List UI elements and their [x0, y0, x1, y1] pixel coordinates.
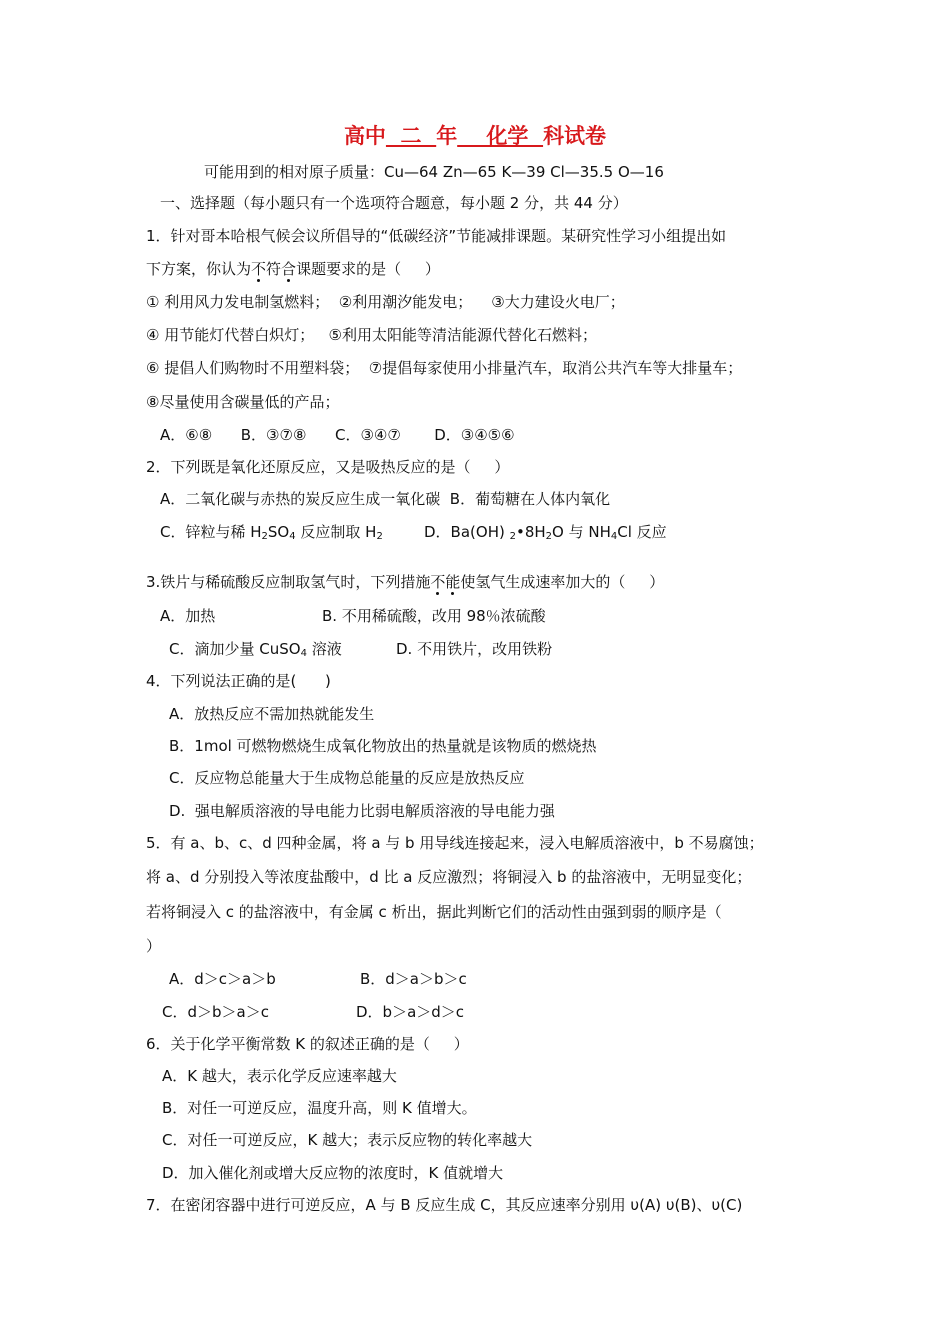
q1-item-line: ⑧尽量使用含碳量低的产品； — [146, 393, 340, 411]
q2-options-ab: A．二氧化碳与赤热的炭反应生成一氧化碳 B．葡萄糖在人体内氧化 — [160, 490, 611, 508]
q4-option-b: B．1mol 可燃物燃烧生成氧化物放出的热量就是该物质的燃烧热 — [169, 737, 597, 755]
q4-option-a: A．放热反应不需加热就能发生 — [169, 705, 375, 723]
q6-option-b: B．对任一可逆反应，温度升高，则 K 值增大。 — [162, 1099, 477, 1117]
emphasis-dot: 不 — [430, 573, 446, 591]
q1-stem-cont: 下方案，你认为不符合课题要求的是（ ） — [146, 260, 440, 278]
title-part: 年 — [436, 124, 458, 148]
emphasis-dot: 合 — [281, 260, 297, 278]
q1-stem: 1．针对哥本哈根气候会议所倡导的“低碳经济”节能减排课题。某研究性学习小组提出如 — [146, 227, 727, 245]
title-subject: 化学 — [457, 124, 544, 148]
q3-option-c: C．滴加少量 CuSO$_4$ 溶液 — [169, 640, 342, 659]
q1-options: A．⑥⑧ B．③⑦⑧ C．③④⑦ D．③④⑤⑥ — [160, 426, 515, 444]
q1-item-line: ⑥ 提倡人们购物时不用塑料袋； ⑦提倡每家使用小排量汽车，取消公共汽车等大排量车； — [146, 359, 743, 377]
emphasis-dot: 不 — [251, 260, 267, 278]
q5-stem-line: 将 a、d 分别投入等浓度盐酸中，d 比 a 反应激烈；将铜浸入 b 的盐溶液中，无明显变化； — [146, 868, 752, 886]
q4-option-c: C．反应物总能量大于生成物总能量的反应是放热反应 — [169, 769, 525, 787]
q3-option-a: A．加热 — [160, 607, 216, 625]
q2-option-c: C．锌粒与稀 $H_2SO_4$ 反应制取 $H_2$ — [160, 523, 383, 542]
title-grade: 二 — [385, 124, 437, 148]
q2-stem: 2．下列既是氧化还原反应，又是吸热反应的是（ ） — [146, 458, 510, 476]
q2-option-d: D．Ba(OH) $_2•8H_2O$ 与 $NH_4Cl$ 反应 — [424, 523, 667, 542]
q5-option-c: C．d＞b＞a＞c — [162, 1003, 269, 1021]
q5-stem-line: 若将铜浸入 c 的盐溶液中，有金属 c 析出，据此判断它们的活动性由强到弱的顺序是（ — [146, 903, 722, 921]
q3-option-d: D. 不用铁片，改用铁粉 — [396, 640, 553, 658]
q1-item-line: ① 利用风力发电制氢燃料； ②利用潮汐能发电； ③大力建设火电厂； — [146, 293, 625, 311]
q7-stem: 7．在密闭容器中进行可逆反应，A 与 B 反应生成 C，其反应速率分别用 υ(A) υ(B)、υ(C) — [146, 1196, 743, 1214]
q6-stem: 6．关于化学平衡常数 K 的叙述正确的是（ ） — [146, 1035, 469, 1053]
q4-stem: 4．下列说法正确的是( ) — [146, 672, 331, 690]
q5-stem-line: 5．有 a、b、c、d 四种金属，将 a 与 b 用导线连接起来，浸入电解质溶液中，b 不易腐蚀； — [146, 834, 764, 852]
title-part: 科试卷 — [543, 124, 607, 148]
title-part: 高中 — [343, 124, 386, 148]
q5-option-a: A．d＞c＞a＞b — [169, 970, 276, 988]
q6-option-d: D．加入催化剂或增大反应物的浓度时，K 值就增大 — [162, 1164, 504, 1182]
page-title — [0, 122, 950, 150]
q3-stem: 3.铁片与稀硫酸反应制取氢气时，下列措施不能使氢气生成速率加大的（ ） — [146, 573, 665, 591]
q5-option-d: D．b＞a＞d＞c — [356, 1003, 465, 1021]
q6-option-c: C．对任一可逆反应，K 越大；表示反应物的转化率越大 — [162, 1131, 533, 1149]
q3-option-b: B. 不用稀硫酸，改用 98％浓硫酸 — [322, 607, 546, 625]
q5-stem-line: ） — [146, 937, 162, 955]
section-heading: 一、选择题（每小题只有一个选项符合题意，每小题 2 分，共 44 分） — [160, 194, 628, 212]
emphasis-dot: 能 — [445, 573, 461, 591]
q6-option-a: A．K 越大，表示化学反应速率越大 — [162, 1067, 397, 1085]
q1-item-line: ④ 用节能灯代替白炽灯； ⑤利用太阳能等清洁能源代替化石燃料； — [146, 326, 597, 344]
q5-option-b: B．d＞a＞b＞c — [360, 970, 467, 988]
atomic-masses-note: 可能用到的相对原子质量：Cu—64 Zn—65 K—39 Cl—35.5 O—16 — [204, 163, 664, 181]
q4-option-d: D. 强电解质溶液的导电能力比弱电解质溶液的导电能力强 — [169, 802, 555, 820]
